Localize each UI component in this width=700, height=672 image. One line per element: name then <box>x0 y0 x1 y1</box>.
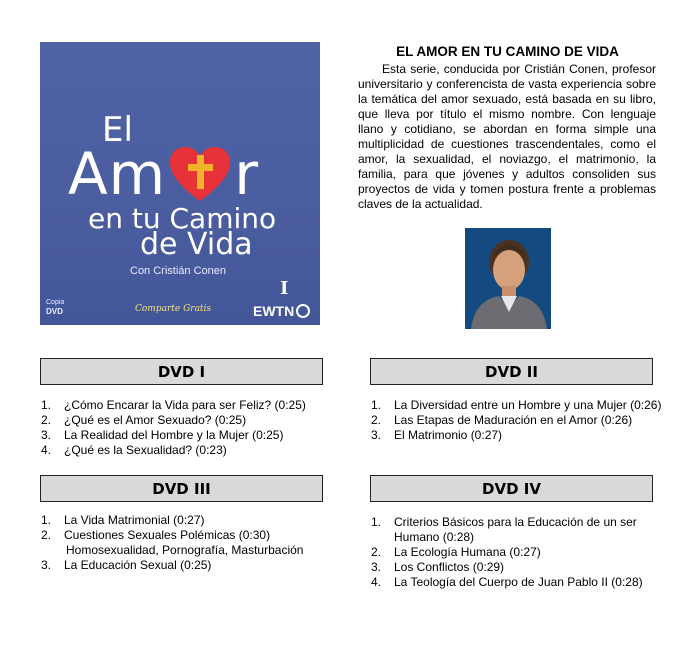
globe-icon <box>296 304 310 318</box>
cover-host: Con Cristián Conen <box>130 265 226 277</box>
list-item: 3. El Matrimonio (0:27) <box>371 428 503 442</box>
list-item: 1. La Diversidad entre un Hombre y una Mujer (0:26) <box>371 398 662 412</box>
series-description: Esta serie, conducida por Cristián Conen, profesor universitario y conferencista de vasta experiencia sobre la temática del amor sexuado, está basada en su libro, que lleva por título el mismo nombre. Con lenguaje llano y cotidiano, se abordan en forma simple una multiplicidad de cuestiones trascendentales, como el amor, la sexualidad, el noviazgo, el matrimonio, la familia, para que jóvenes y adultos consoliden sus proyectos de vida y tomen postura frente a problemas claves de la actualidad. <box>358 62 656 211</box>
dvd-cover-image <box>40 42 320 325</box>
ewtn-logo <box>253 303 310 319</box>
list-item: 3. La Realidad del Hombre y la Mujer (0:25) <box>41 428 284 442</box>
cover-title-el: El <box>102 110 133 150</box>
list-item: 4. La Teología del Cuerpo de Juan Pablo II (0:28) <box>371 575 643 589</box>
cover-copy-mark <box>46 298 64 316</box>
presenter-photo <box>465 228 551 329</box>
list-item: 2. ¿Qué es el Amor Sexuado? (0:25) <box>41 413 247 427</box>
list-item: 3. La Educación Sexual (0:25) <box>41 558 212 572</box>
dvd-2-list <box>371 398 671 443</box>
list-item: 1. Criterios Básicos para la Educación de un ser Humano (0:28) <box>371 515 637 544</box>
cover-title-am: Am <box>68 140 167 208</box>
cover-title-amor <box>68 140 259 208</box>
cover-title-de-vida: de Vida <box>140 227 253 262</box>
list-item: 2. Cuestiones Sexuales Polémicas (0:30) <box>41 528 271 542</box>
list-item: 2. La Ecología Humana (0:27) <box>371 545 541 559</box>
list-item: 2. Las Etapas de Maduración en el Amor (0:26) <box>371 413 633 427</box>
cover-title-en-tu-camino: en tu Camino <box>88 202 277 235</box>
list-item: 3. Los Conflictos (0:29) <box>371 560 505 574</box>
dvd-4-header: DVD IV <box>370 475 653 502</box>
series-title: EL AMOR EN TU CAMINO DE VIDA <box>396 44 619 59</box>
heart-cross-icon <box>168 145 232 203</box>
list-item-subtopics: Homosexualidad, Pornografía, Masturbación <box>66 543 304 557</box>
ewtn-label: EWTN <box>253 303 295 319</box>
list-item: 1. La Vida Matrimonial (0:27) <box>41 513 205 527</box>
dvd-2-header: DVD II <box>370 358 653 385</box>
dvd-3-list <box>41 513 341 573</box>
cover-copia-label: Copia <box>46 299 65 306</box>
list-item: 1. ¿Cómo Encarar la Vida para ser Feliz? (0:25) <box>41 398 306 412</box>
dvd-1-header: DVD I <box>40 358 323 385</box>
dvd-4-list <box>371 515 671 590</box>
dvd-3-header: DVD III <box>40 475 323 502</box>
cover-title-r: r <box>234 140 260 208</box>
cover-dvd-label: DVD <box>46 307 63 316</box>
dvd-1-list <box>41 398 341 458</box>
cover-volume: I <box>280 278 289 299</box>
list-item: 4. ¿Qué es la Sexualidad? (0:23) <box>41 443 227 457</box>
cover-comparte-gratis: Comparte Gratis <box>135 304 212 314</box>
